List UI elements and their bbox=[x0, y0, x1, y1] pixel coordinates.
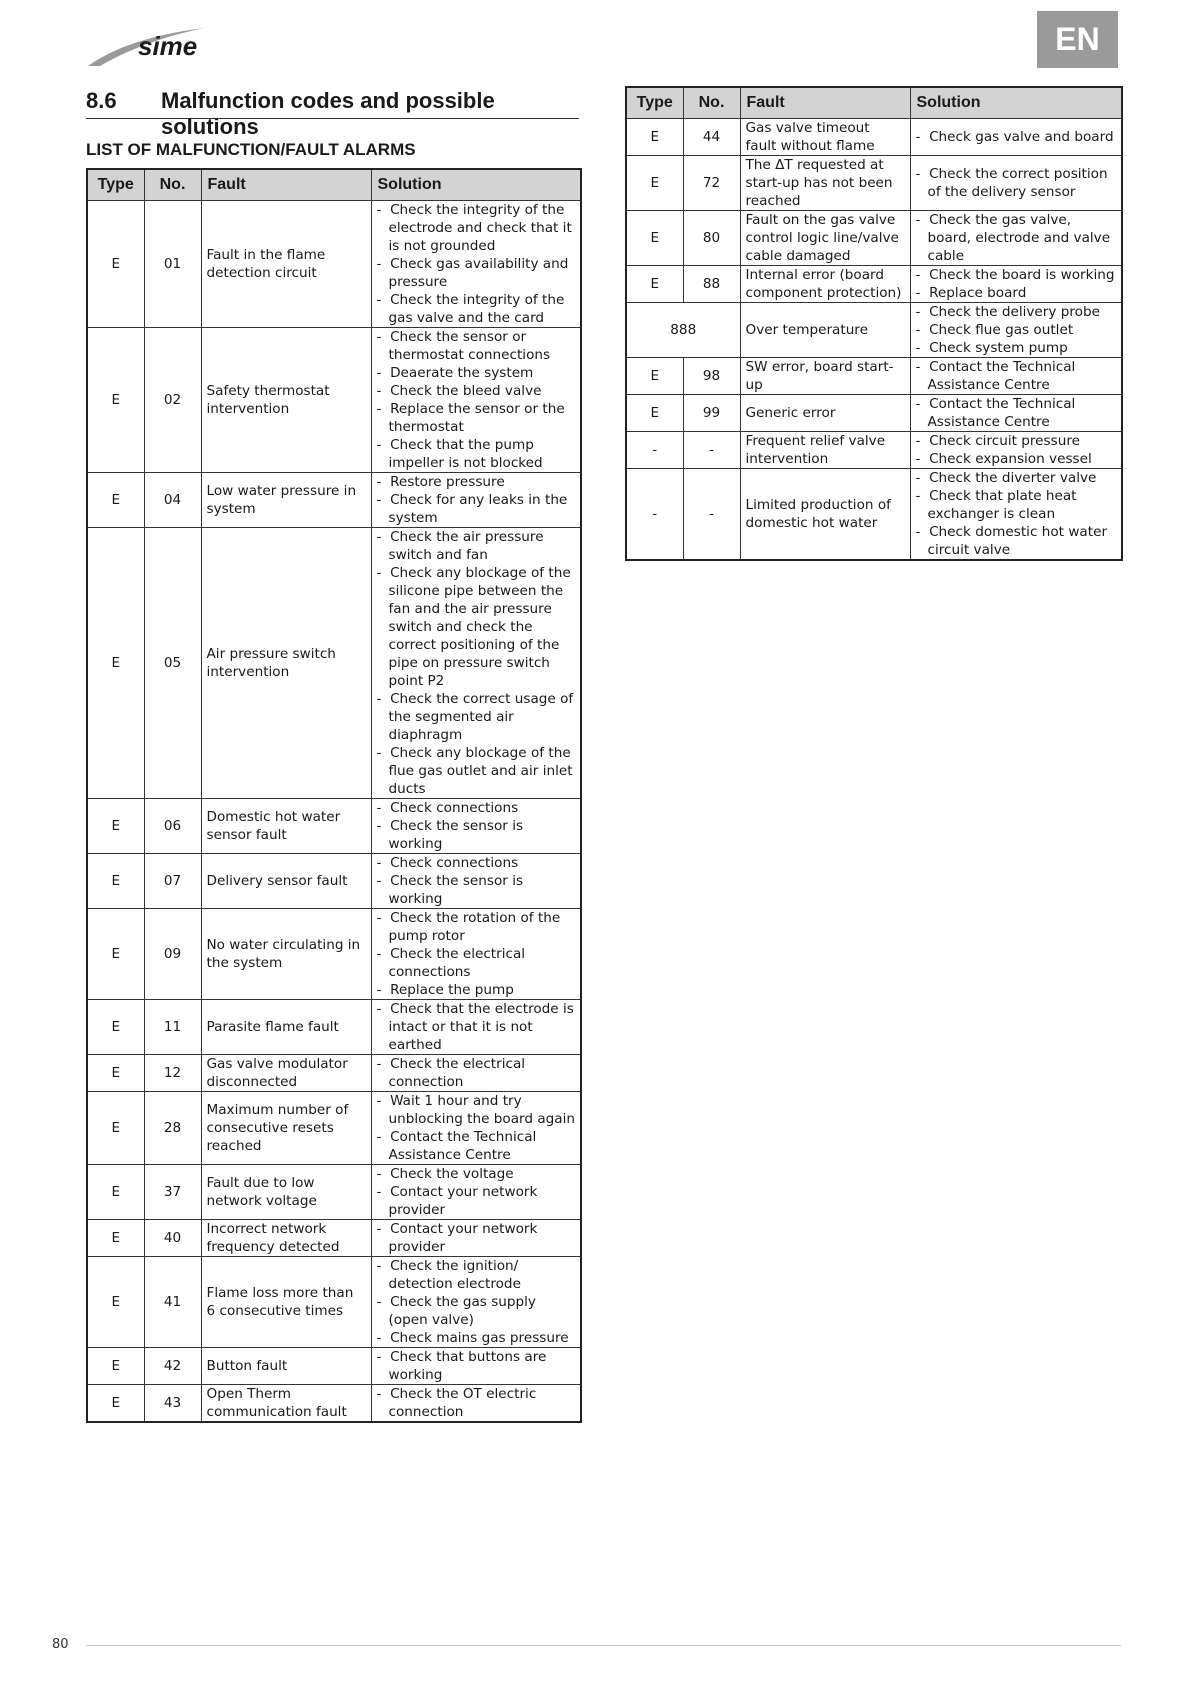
solution-list bbox=[916, 358, 1119, 394]
solution-item: - Check system pump bbox=[916, 339, 1119, 357]
solution-item: - Deaerate the system bbox=[377, 364, 578, 382]
solution-item: - Check the rotation of the pump rotor bbox=[377, 909, 578, 945]
table-row bbox=[626, 469, 1122, 561]
list-title: LIST OF MALFUNCTION/FAULT ALARMS bbox=[86, 140, 416, 159]
solution-cell bbox=[371, 1055, 581, 1092]
solution-item: - Replace board bbox=[916, 284, 1119, 302]
solution-item: - Check the correct position of the delivery sensor bbox=[916, 165, 1119, 201]
solution-list bbox=[916, 469, 1119, 559]
solution-item: - Check the air pressure switch and fan bbox=[377, 528, 578, 564]
fault-type-cell: E bbox=[87, 1055, 144, 1092]
solution-cell bbox=[371, 1385, 581, 1423]
fault-number-cell: 11 bbox=[144, 1000, 201, 1055]
solution-item: - Check gas availability and pressure bbox=[377, 255, 578, 291]
table-row bbox=[87, 1220, 581, 1257]
fault-description-cell: Limited production of domestic hot water bbox=[740, 469, 910, 561]
table-row bbox=[87, 854, 581, 909]
solution-item: - Check any blockage of the flue gas outlet and air inlet ducts bbox=[377, 744, 578, 798]
fault-number-cell: 40 bbox=[144, 1220, 201, 1257]
solution-cell bbox=[910, 469, 1122, 561]
solution-cell bbox=[910, 119, 1122, 156]
solution-item: - Check the board is working bbox=[916, 266, 1119, 284]
column-header-type: Type bbox=[626, 87, 683, 119]
column-header-fault: Fault bbox=[201, 169, 371, 201]
solution-item: - Check that the pump impeller is not blocked bbox=[377, 436, 578, 472]
fault-description-cell: Safety thermostat intervention bbox=[201, 328, 371, 473]
fault-description-cell: Fault on the gas valve control logic line/valve cable damaged bbox=[740, 211, 910, 266]
solution-cell bbox=[371, 1257, 581, 1348]
solution-item: - Contact the Technical Assistance Centre bbox=[916, 395, 1119, 431]
fault-type-cell: E bbox=[626, 211, 683, 266]
table-row bbox=[87, 1257, 581, 1348]
fault-number-cell: 09 bbox=[144, 909, 201, 1000]
solution-list bbox=[916, 128, 1119, 146]
solution-item: - Check the sensor is working bbox=[377, 872, 578, 908]
fault-description-cell: Parasite flame fault bbox=[201, 1000, 371, 1055]
fault-description-cell: Open Therm communication fault bbox=[201, 1385, 371, 1423]
solution-cell bbox=[910, 358, 1122, 395]
table-row bbox=[87, 473, 581, 528]
table-row bbox=[87, 1055, 581, 1092]
solution-item: - Check that the electrode is intact or that it is not earthed bbox=[377, 1000, 578, 1054]
fault-type-cell: E bbox=[87, 528, 144, 799]
solution-list bbox=[377, 1055, 578, 1091]
table-row bbox=[87, 1385, 581, 1423]
fault-description-cell: Gas valve timeout fault without flame bbox=[740, 119, 910, 156]
fault-type-cell: E bbox=[87, 1000, 144, 1055]
solution-cell bbox=[371, 854, 581, 909]
fault-type-cell: E bbox=[87, 473, 144, 528]
fault-description-cell: Incorrect network frequency detected bbox=[201, 1220, 371, 1257]
solution-list bbox=[916, 303, 1119, 357]
solution-cell bbox=[371, 1348, 581, 1385]
table-row bbox=[87, 1092, 581, 1165]
fault-description-cell: Frequent relief valve intervention bbox=[740, 432, 910, 469]
fault-description-cell: SW error, board start-up bbox=[740, 358, 910, 395]
fault-description-cell: Maximum number of consecutive resets reached bbox=[201, 1092, 371, 1165]
solution-list bbox=[377, 1000, 578, 1054]
fault-number-cell: 01 bbox=[144, 201, 201, 328]
solution-item: - Restore pressure bbox=[377, 473, 578, 491]
solution-item: - Check the integrity of the gas valve and the card bbox=[377, 291, 578, 327]
solution-item: - Check the correct usage of the segmented air diaphragm bbox=[377, 690, 578, 744]
table-row bbox=[626, 432, 1122, 469]
solution-item: - Check any blockage of the silicone pipe between the fan and the air pressure switch and check the correct positioning of the pipe on pressure switch point P2 bbox=[377, 564, 578, 690]
solution-list bbox=[377, 1257, 578, 1347]
fault-number-cell: 12 bbox=[144, 1055, 201, 1092]
table-row bbox=[87, 909, 581, 1000]
fault-description-cell: Gas valve modulator disconnected bbox=[201, 1055, 371, 1092]
solution-cell bbox=[371, 528, 581, 799]
table-row bbox=[87, 1165, 581, 1220]
solution-list bbox=[916, 165, 1119, 201]
solution-item: - Check the electrical connections bbox=[377, 945, 578, 981]
solution-item: - Check mains gas pressure bbox=[377, 1329, 578, 1347]
solution-item: - Check for any leaks in the system bbox=[377, 491, 578, 527]
fault-number-cell: 05 bbox=[144, 528, 201, 799]
fault-description-cell: Fault due to low network voltage bbox=[201, 1165, 371, 1220]
solution-item: - Check the voltage bbox=[377, 1165, 578, 1183]
fault-description-cell: Internal error (board component protection) bbox=[740, 266, 910, 303]
solution-list bbox=[377, 1165, 578, 1219]
fault-description-cell: No water circulating in the system bbox=[201, 909, 371, 1000]
page-number: 80 bbox=[52, 1637, 69, 1652]
fault-number-cell: 88 bbox=[683, 266, 740, 303]
fault-number-cell: 98 bbox=[683, 358, 740, 395]
solution-list bbox=[377, 473, 578, 527]
solution-item: - Check the OT electric connection bbox=[377, 1385, 578, 1421]
fault-description-cell: Button fault bbox=[201, 1348, 371, 1385]
solution-cell bbox=[371, 799, 581, 854]
solution-cell bbox=[910, 211, 1122, 266]
table-header-row bbox=[87, 169, 581, 201]
fault-type-cell: E bbox=[87, 1257, 144, 1348]
fault-description-cell: The ΔT requested at start-up has not been reached bbox=[740, 156, 910, 211]
solution-item: - Check circuit pressure bbox=[916, 432, 1119, 450]
fault-number-cell: 41 bbox=[144, 1257, 201, 1348]
fault-type-cell: - bbox=[626, 432, 683, 469]
column-header-solution: Solution bbox=[371, 169, 581, 201]
solution-list bbox=[377, 1220, 578, 1256]
solution-list bbox=[377, 854, 578, 908]
fault-type-cell: E bbox=[87, 1348, 144, 1385]
fault-table-right bbox=[625, 86, 1123, 561]
fault-type-cell: E bbox=[87, 909, 144, 1000]
solution-cell bbox=[371, 473, 581, 528]
solution-item: - Check the gas supply (open valve) bbox=[377, 1293, 578, 1329]
fault-type-cell: E bbox=[626, 358, 683, 395]
solution-item: - Check the sensor is working bbox=[377, 817, 578, 853]
solution-item: - Check that plate heat exchanger is clean bbox=[916, 487, 1119, 523]
fault-code-cell: 888 bbox=[626, 303, 740, 358]
solution-item: - Check the ignition/ detection electrode bbox=[377, 1257, 578, 1293]
fault-number-cell: - bbox=[683, 432, 740, 469]
solution-cell bbox=[371, 328, 581, 473]
solution-list bbox=[377, 201, 578, 327]
solution-item: - Contact your network provider bbox=[377, 1220, 578, 1256]
solution-cell bbox=[371, 909, 581, 1000]
solution-cell bbox=[371, 1165, 581, 1220]
solution-item: - Check gas valve and board bbox=[916, 128, 1119, 146]
column-header-type: Type bbox=[87, 169, 144, 201]
table-header-row bbox=[626, 87, 1122, 119]
fault-number-cell: - bbox=[683, 469, 740, 561]
solution-item: - Contact your network provider bbox=[377, 1183, 578, 1219]
table-row bbox=[87, 528, 581, 799]
fault-type-cell: E bbox=[87, 1165, 144, 1220]
fault-type-cell: E bbox=[87, 201, 144, 328]
solution-item: - Check flue gas outlet bbox=[916, 321, 1119, 339]
fault-description-cell: Delivery sensor fault bbox=[201, 854, 371, 909]
solution-list bbox=[377, 1348, 578, 1384]
solution-cell bbox=[371, 201, 581, 328]
solution-cell bbox=[910, 432, 1122, 469]
solution-item: - Check the diverter valve bbox=[916, 469, 1119, 487]
column-header-no: No. bbox=[144, 169, 201, 201]
solution-cell bbox=[371, 1000, 581, 1055]
solution-cell bbox=[910, 303, 1122, 358]
fault-description-cell: Low water pressure in system bbox=[201, 473, 371, 528]
table-row bbox=[626, 211, 1122, 266]
fault-type-cell: E bbox=[626, 119, 683, 156]
table-row bbox=[87, 1000, 581, 1055]
solution-list bbox=[377, 528, 578, 798]
solution-list bbox=[377, 1385, 578, 1421]
fault-type-cell: E bbox=[87, 1092, 144, 1165]
solution-list bbox=[916, 266, 1119, 302]
sime-logo bbox=[86, 24, 236, 72]
section-heading bbox=[86, 86, 579, 139]
fault-type-cell: E bbox=[87, 328, 144, 473]
table-row bbox=[87, 328, 581, 473]
logo-text: sime bbox=[138, 31, 198, 61]
fault-type-cell: E bbox=[626, 395, 683, 432]
table-row bbox=[626, 266, 1122, 303]
solution-item: - Check the integrity of the electrode and check that it is not grounded bbox=[377, 201, 578, 255]
fault-description-cell: Domestic hot water sensor fault bbox=[201, 799, 371, 854]
fault-number-cell: 04 bbox=[144, 473, 201, 528]
solution-list bbox=[377, 1092, 578, 1164]
table-row bbox=[626, 395, 1122, 432]
fault-number-cell: 99 bbox=[683, 395, 740, 432]
fault-description-cell: Flame loss more than 6 consecutive times bbox=[201, 1257, 371, 1348]
table-row bbox=[626, 119, 1122, 156]
solution-item: - Contact the Technical Assistance Centre bbox=[916, 358, 1119, 394]
solution-item: - Check the bleed valve bbox=[377, 382, 578, 400]
fault-number-cell: 06 bbox=[144, 799, 201, 854]
table-row bbox=[87, 799, 581, 854]
fault-description-cell: Generic error bbox=[740, 395, 910, 432]
solution-cell bbox=[371, 1220, 581, 1257]
fault-number-cell: 28 bbox=[144, 1092, 201, 1165]
table-row bbox=[87, 201, 581, 328]
column-header-no: No. bbox=[683, 87, 740, 119]
table-row bbox=[626, 156, 1122, 211]
section-title: Malfunction codes and possible solutions bbox=[161, 88, 495, 139]
table-row bbox=[87, 1348, 581, 1385]
section-number: 8.6 bbox=[86, 88, 117, 113]
solution-cell bbox=[371, 1092, 581, 1165]
solution-list bbox=[916, 432, 1119, 468]
solution-list bbox=[377, 328, 578, 472]
solution-list bbox=[916, 395, 1119, 431]
language-badge: EN bbox=[1037, 11, 1118, 68]
solution-item: - Replace the sensor or the thermostat bbox=[377, 400, 578, 436]
fault-description-cell: Air pressure switch intervention bbox=[201, 528, 371, 799]
solution-item: - Check domestic hot water circuit valve bbox=[916, 523, 1119, 559]
column-header-solution: Solution bbox=[910, 87, 1122, 119]
solution-item: - Contact the Technical Assistance Centre bbox=[377, 1128, 578, 1164]
fault-type-cell: - bbox=[626, 469, 683, 561]
solution-item: - Check expansion vessel bbox=[916, 450, 1119, 468]
fault-number-cell: 42 bbox=[144, 1348, 201, 1385]
fault-type-cell: E bbox=[626, 156, 683, 211]
solution-cell bbox=[910, 395, 1122, 432]
fault-number-cell: 80 bbox=[683, 211, 740, 266]
fault-number-cell: 07 bbox=[144, 854, 201, 909]
solution-item: - Check the sensor or thermostat connections bbox=[377, 328, 578, 364]
fault-description-cell: Fault in the flame detection circuit bbox=[201, 201, 371, 328]
column-header-fault: Fault bbox=[740, 87, 910, 119]
fault-number-cell: 02 bbox=[144, 328, 201, 473]
fault-description-cell: Over temperature bbox=[740, 303, 910, 358]
table-row bbox=[626, 358, 1122, 395]
table-row bbox=[626, 303, 1122, 358]
fault-type-cell: E bbox=[87, 1220, 144, 1257]
fault-number-cell: 43 bbox=[144, 1385, 201, 1423]
solution-item: - Check connections bbox=[377, 799, 578, 817]
solution-list bbox=[377, 909, 578, 999]
fault-number-cell: 72 bbox=[683, 156, 740, 211]
solution-item: - Replace the pump bbox=[377, 981, 578, 999]
solution-item: - Check connections bbox=[377, 854, 578, 872]
fault-type-cell: E bbox=[626, 266, 683, 303]
solution-list bbox=[377, 799, 578, 853]
solution-cell bbox=[910, 266, 1122, 303]
solution-item: - Check the gas valve, board, electrode and valve cable bbox=[916, 211, 1119, 265]
solution-item: - Check the electrical connection bbox=[377, 1055, 578, 1091]
solution-item: - Wait 1 hour and try unblocking the board again bbox=[377, 1092, 578, 1128]
solution-item: - Check that buttons are working bbox=[377, 1348, 578, 1384]
fault-number-cell: 44 bbox=[683, 119, 740, 156]
solution-item: - Check the delivery probe bbox=[916, 303, 1119, 321]
footer-divider bbox=[86, 1645, 1121, 1646]
solution-list bbox=[916, 211, 1119, 265]
solution-cell bbox=[910, 156, 1122, 211]
fault-type-cell: E bbox=[87, 799, 144, 854]
fault-number-cell: 37 bbox=[144, 1165, 201, 1220]
fault-type-cell: E bbox=[87, 1385, 144, 1423]
fault-type-cell: E bbox=[87, 854, 144, 909]
fault-table-left bbox=[86, 168, 582, 1423]
